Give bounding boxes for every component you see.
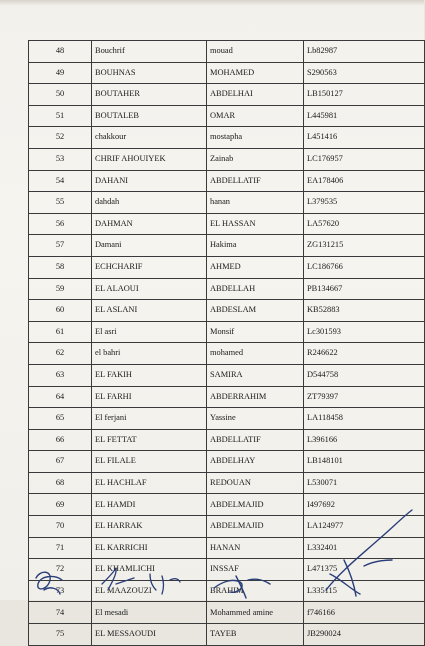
last-name-cell: DAHANI — [92, 170, 207, 192]
table-row — [29, 624, 425, 646]
first-name-cell: ABDELHAY — [207, 451, 304, 473]
last-name-cell: EL MAAZOUZI — [92, 580, 207, 602]
first-name-cell: EL HASSAN — [207, 213, 304, 235]
id-number-cell: R246622 — [304, 343, 425, 365]
row-number: 48 — [29, 41, 92, 63]
row-number: 64 — [29, 386, 92, 408]
row-number: 51 — [29, 105, 92, 127]
first-name-cell: Yassine — [207, 408, 304, 430]
last-name-cell: EL HACHLAF — [92, 472, 207, 494]
id-number-cell: ZG131215 — [304, 235, 425, 257]
first-name-cell: HANAN — [207, 537, 304, 559]
id-number-cell: Lc301593 — [304, 321, 425, 343]
row-number: 52 — [29, 127, 92, 149]
signature-5 — [326, 510, 412, 596]
first-name-cell: mohamed — [207, 343, 304, 365]
last-name-cell: Damani — [92, 235, 207, 257]
row-number: 49 — [29, 62, 92, 84]
last-name-cell: chakkour — [92, 127, 207, 149]
last-name-cell: El ferjani — [92, 408, 207, 430]
first-name-cell: AHMED — [207, 256, 304, 278]
last-name-cell: EL FAKIH — [92, 364, 207, 386]
row-number: 57 — [29, 235, 92, 257]
first-name-cell: BRAHIM — [207, 580, 304, 602]
last-name-cell: Bouchrif — [92, 41, 207, 63]
id-number-cell: I497692 — [304, 494, 425, 516]
last-name-cell: EL FILALE — [92, 451, 207, 473]
last-name-cell: EL HAMDI — [92, 494, 207, 516]
id-number-cell: LB148101 — [304, 451, 425, 473]
row-number: 61 — [29, 321, 92, 343]
id-number-cell: ZT79397 — [304, 386, 425, 408]
id-number-cell: L396166 — [304, 429, 425, 451]
id-number-cell: L335115 — [304, 580, 425, 602]
last-name-cell: el bahri — [92, 343, 207, 365]
row-number: 63 — [29, 364, 92, 386]
last-name-cell: EL HARRAK — [92, 516, 207, 538]
first-name-cell: SAMIRA — [207, 364, 304, 386]
id-number-cell: L451416 — [304, 127, 425, 149]
last-name-cell: DAHMAN — [92, 213, 207, 235]
last-name-cell: EL FETTAT — [92, 429, 207, 451]
last-name-cell: EL MESSAOUDI — [92, 624, 207, 646]
row-number: 70 — [29, 516, 92, 538]
first-name-cell: ABDELMAJID — [207, 516, 304, 538]
id-number-cell: LB150127 — [304, 84, 425, 106]
first-name-cell: Hakima — [207, 235, 304, 257]
row-number: 75 — [29, 624, 92, 646]
last-name-cell: BOUHNAS — [92, 62, 207, 84]
signature-3 — [150, 574, 180, 594]
last-name-cell: EL KARRICHI — [92, 537, 207, 559]
id-number-cell: L332401 — [304, 537, 425, 559]
row-number: 59 — [29, 278, 92, 300]
row-number: 71 — [29, 537, 92, 559]
first-name-cell: ABDELLAH — [207, 278, 304, 300]
first-name-cell: ABDESLAM — [207, 300, 304, 322]
last-name-cell: CHRIF AHOUIYEK — [92, 148, 207, 170]
first-name-cell: mostapha — [207, 127, 304, 149]
last-name-cell: El asri — [92, 321, 207, 343]
id-number-cell: PB134667 — [304, 278, 425, 300]
row-number: 66 — [29, 429, 92, 451]
first-name-cell: Zainab — [207, 148, 304, 170]
id-number-cell: L471375 — [304, 559, 425, 581]
table-row — [29, 602, 425, 624]
last-name-cell: dahdah — [92, 192, 207, 214]
row-number: 53 — [29, 148, 92, 170]
row-number: 72 — [29, 559, 92, 581]
row-number: 60 — [29, 300, 92, 322]
first-name-cell: ABDERRAHIM — [207, 386, 304, 408]
signature-4 — [214, 576, 270, 598]
row-number: 62 — [29, 343, 92, 365]
row-number: 55 — [29, 192, 92, 214]
id-number-cell: LA118458 — [304, 408, 425, 430]
row-number: 69 — [29, 494, 92, 516]
id-number-cell: LC176957 — [304, 148, 425, 170]
last-name-cell: ECHCHARIF — [92, 256, 207, 278]
id-number-cell: S290563 — [304, 62, 425, 84]
id-number-cell: LC186766 — [304, 256, 425, 278]
row-number: 73 — [29, 580, 92, 602]
id-number-cell: LA57620 — [304, 213, 425, 235]
id-number-cell: LA124977 — [304, 516, 425, 538]
row-number: 50 — [29, 84, 92, 106]
last-name-cell: El mesadi — [92, 602, 207, 624]
row-number: 65 — [29, 408, 92, 430]
row-number: 54 — [29, 170, 92, 192]
first-name-cell: ABDELMAJID — [207, 494, 304, 516]
last-name-cell: BOUTALEB — [92, 105, 207, 127]
last-name-cell: EL ASLANI — [92, 300, 207, 322]
first-name-cell: mouad — [207, 41, 304, 63]
id-number-cell: EA178406 — [304, 170, 425, 192]
signature-2 — [102, 568, 134, 590]
first-name-cell: OMAR — [207, 105, 304, 127]
id-number-cell: Lb82987 — [304, 41, 425, 63]
first-name-cell: ABDELHAI — [207, 84, 304, 106]
row-number: 68 — [29, 472, 92, 494]
last-name-cell: EL FARHI — [92, 386, 207, 408]
last-name-cell: EL KHAMLICHI — [92, 559, 207, 581]
first-name-cell: ABDELLATIF — [207, 429, 304, 451]
last-name-cell: EL ALAOUI — [92, 278, 207, 300]
first-name-cell: ABDELLATIF — [207, 170, 304, 192]
row-number: 74 — [29, 602, 92, 624]
id-number-cell: KB52883 — [304, 300, 425, 322]
first-name-cell: MOHAMED — [207, 62, 304, 84]
id-number-cell: D544758 — [304, 364, 425, 386]
id-number-cell: L379535 — [304, 192, 425, 214]
row-number: 67 — [29, 451, 92, 473]
id-number-cell: L530071 — [304, 472, 425, 494]
first-name-cell: INSSAF — [207, 559, 304, 581]
signature-1 — [36, 572, 62, 594]
first-name-cell: hanan — [207, 192, 304, 214]
first-name-cell: Mohammed amine — [207, 602, 304, 624]
first-name-cell: Monsif — [207, 321, 304, 343]
row-number: 56 — [29, 213, 92, 235]
id-number-cell: f746166 — [304, 602, 425, 624]
first-name-cell: TAYEB — [207, 624, 304, 646]
first-name-cell: REDOUAN — [207, 472, 304, 494]
row-number: 58 — [29, 256, 92, 278]
last-name-cell: BOUTAHER — [92, 84, 207, 106]
id-number-cell: JB290024 — [304, 624, 425, 646]
id-number-cell: L445981 — [304, 105, 425, 127]
